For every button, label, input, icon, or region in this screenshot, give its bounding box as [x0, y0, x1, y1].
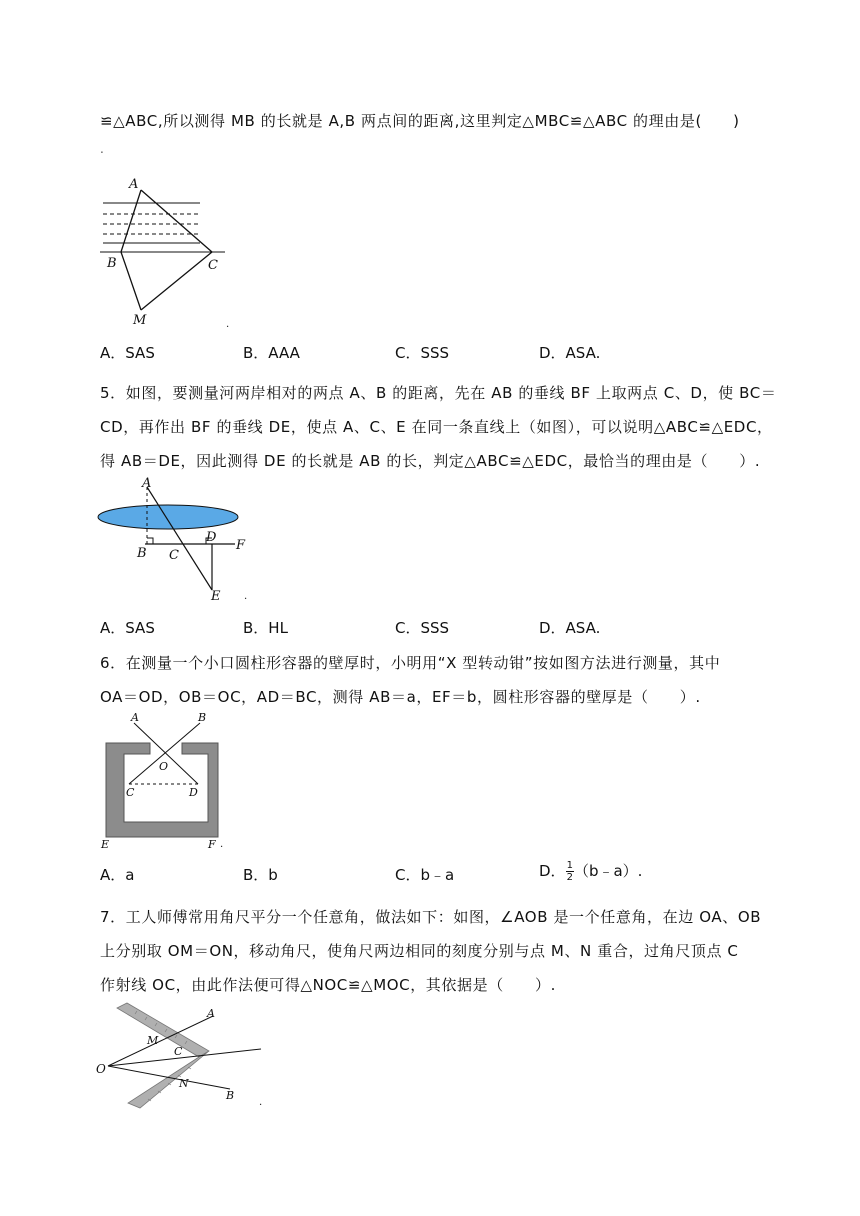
q5-option-a: A．SAS — [100, 619, 155, 637]
q7-label-m: M — [147, 1034, 159, 1047]
q4-option-b: B．AAA — [243, 344, 300, 362]
q5-figure — [90, 475, 260, 605]
q4-label-a: A — [129, 177, 139, 192]
q4-label-c: C — [208, 258, 218, 273]
q7-line-2: 上分别取 OM＝ON，移动角尺，使角尺两边相同的刻度分别与点 M、N 重合，过角尺顶点 C — [100, 942, 739, 960]
svg-text:.: . — [259, 1097, 263, 1108]
q5-option-b: B．HL — [243, 619, 288, 637]
q6-label-c: C — [126, 786, 135, 799]
q5-label-d: D — [206, 530, 217, 545]
svg-text:.: . — [244, 591, 248, 602]
q7-label-n: N — [179, 1077, 189, 1090]
q4-option-a: A．SAS — [100, 344, 155, 362]
q6-label-f: F — [208, 838, 216, 851]
q6-line-1: 6．在测量一个小口圆柱形容器的壁厚时，小明用“X 型转动钳”按如图方法进行测量，其中 — [100, 654, 721, 672]
q5-label-b: B — [137, 546, 147, 561]
q4-text-line: ≌△ABC,所以测得 MB 的长就是 A,B 两点间的距离,这里判定△MBC≌△ABC 的理由是( ) — [100, 112, 740, 130]
q7-label-a: A — [207, 1007, 215, 1020]
q5-label-e: E — [211, 589, 221, 604]
q5-label-f: F — [236, 538, 246, 553]
q4-dot: . — [100, 142, 104, 156]
q6-fraction-numerator: 1 — [566, 860, 573, 871]
q6-container-wall — [106, 743, 218, 837]
q6-option-d-suffix: （b﹣a）. — [573, 862, 643, 880]
q6-fraction-denominator: 2 — [566, 872, 573, 883]
q6-label-o: O — [159, 760, 169, 773]
q5-label-c: C — [169, 548, 179, 563]
q4-label-m: M — [133, 313, 147, 328]
q5-line-1: 5．如图，要测量河两岸相对的两点 A、B 的距离，先在 AB 的垂线 BF 上取两点 C、D，使 BC＝ — [100, 384, 777, 402]
q7-figure — [95, 1003, 275, 1113]
q6-label-b: B — [198, 711, 207, 724]
q6-option-a: A．a — [100, 866, 135, 884]
q4-label-b: B — [107, 256, 117, 271]
q6-option-d — [539, 860, 642, 883]
q7-ruler-arm-upper — [117, 1003, 209, 1057]
q6-label-d: D — [189, 786, 198, 799]
q6-option-b: B．b — [243, 866, 278, 884]
q4-figure — [95, 170, 235, 330]
q5-option-c: C．SSS — [395, 619, 450, 637]
q6-label-a: A — [131, 711, 139, 724]
q6-option-d-fraction — [566, 860, 574, 883]
q5-lake — [98, 505, 238, 529]
q4-option-c: C．SSS — [395, 344, 450, 362]
svg-text:.: . — [226, 319, 230, 330]
q6-option-c: C．b﹣a — [395, 866, 455, 884]
q6-figure — [98, 710, 238, 850]
q6-line-2: OA＝OD，OB＝OC，AD＝BC，测得 AB＝a，EF＝b，圆柱形容器的壁厚是（ ）. — [100, 688, 701, 706]
q6-label-e: E — [101, 838, 110, 851]
q6-option-d-prefix: D． — [539, 862, 566, 880]
q5-option-d: D．ASA. — [539, 619, 601, 637]
q5-line-3: 得 AB＝DE，因此测得 DE 的长就是 AB 的长，判定△ABC≌△EDC，最恰当的理由是（ ）. — [100, 452, 761, 470]
q7-line-3: 作射线 OC，由此作法便可得△NOC≌△MOC，其依据是（ ）. — [100, 976, 556, 994]
q7-label-b: B — [226, 1089, 235, 1102]
q7-label-o: O — [96, 1062, 106, 1076]
q7-label-c: C — [174, 1045, 183, 1058]
q4-option-d: D．ASA. — [539, 344, 601, 362]
svg-text:.: . — [220, 839, 224, 850]
q5-line-2: CD，再作出 BF 的垂线 DE，使点 A、C、E 在同一条直线上（如图），可以说明△ABC≌△EDC， — [100, 418, 773, 436]
q7-line-1: 7．工人师傅常用角尺平分一个任意角，做法如下：如图，∠AOB 是一个任意角，在边 OA、OB — [100, 908, 762, 926]
q5-label-a: A — [142, 476, 152, 491]
